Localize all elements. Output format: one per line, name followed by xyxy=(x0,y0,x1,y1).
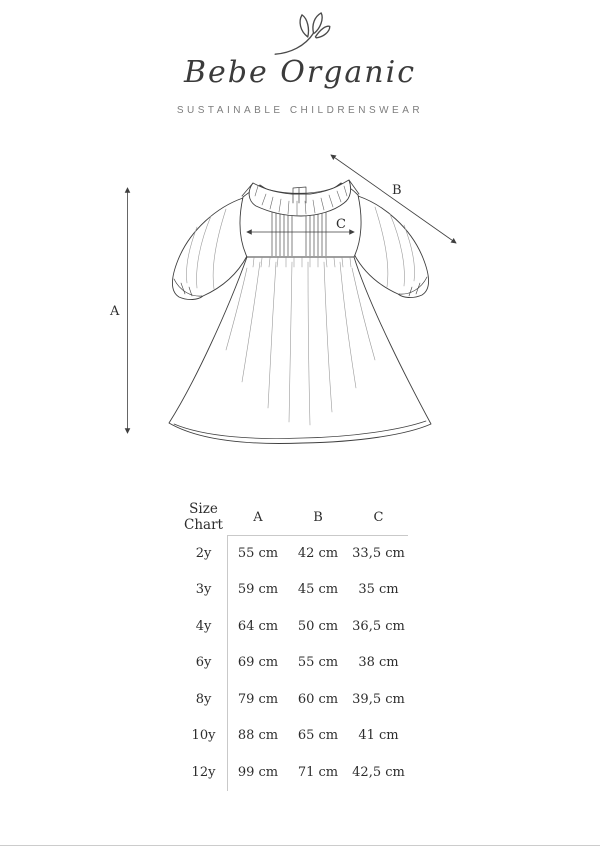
measurement-label-c: C xyxy=(336,217,346,232)
table-row xyxy=(180,754,420,791)
measurement-a-cell: 99 cm xyxy=(237,764,279,780)
brand-name: Bebe Organic xyxy=(183,55,417,90)
size-cell: 3y xyxy=(195,582,212,598)
size-cell: 2y xyxy=(195,545,212,561)
measurement-c-cell: 41 cm xyxy=(358,728,399,744)
measurement-a-cell: 69 cm xyxy=(237,655,279,671)
table-row xyxy=(180,718,420,755)
size-cell: 6y xyxy=(195,655,212,671)
measurement-a-cell: 88 cm xyxy=(237,728,279,744)
dress-left-sleeve xyxy=(172,198,247,300)
col-header-b: B xyxy=(313,510,323,525)
table-row xyxy=(180,535,420,572)
table-row xyxy=(180,572,420,609)
measurement-b-cell: 55 cm xyxy=(297,655,339,671)
page-bottom-divider xyxy=(0,845,600,846)
measurement-b-cell: 60 cm xyxy=(297,691,339,707)
measurement-label-b: B xyxy=(392,183,402,198)
measurement-a-cell: 59 cm xyxy=(237,582,279,598)
brand-tagline: SUSTAINABLE CHILDRENSWEAR xyxy=(176,105,424,116)
size-chart-header-row xyxy=(180,500,420,535)
size-cell: 8y xyxy=(195,691,212,707)
size-cell: 12y xyxy=(191,764,216,780)
measurement-c-cell: 42,5 cm xyxy=(352,764,405,780)
measurement-a-cell: 55 cm xyxy=(237,545,279,561)
measurement-b-cell: 71 cm xyxy=(297,764,339,780)
col-header-a: A xyxy=(253,510,263,525)
size-cell: 4y xyxy=(195,618,212,634)
sprig-branch-icon xyxy=(271,12,333,58)
measurement-c-cell: 33,5 cm xyxy=(352,545,405,561)
table-row xyxy=(180,608,420,645)
measurement-c-cell: 39,5 cm xyxy=(352,691,405,707)
table-row xyxy=(180,681,420,718)
dress-right-sleeve xyxy=(354,196,429,298)
size-chart-table xyxy=(180,500,420,791)
table-row xyxy=(180,645,420,682)
size-chart-title: Size Chart xyxy=(184,500,223,533)
measurement-b-cell: 42 cm xyxy=(297,545,339,561)
measurement-b-cell: 65 cm xyxy=(297,728,339,744)
col-header-c: C xyxy=(373,510,384,525)
measurement-a-cell: 64 cm xyxy=(237,618,279,634)
measurement-label-a: A xyxy=(110,304,120,319)
measurement-c-cell: 38 cm xyxy=(358,655,399,671)
dress-technical-drawing xyxy=(100,150,500,470)
size-cell: 10y xyxy=(191,728,216,744)
measurement-b-cell: 45 cm xyxy=(297,582,339,598)
measurement-c-cell: 36,5 cm xyxy=(352,618,405,634)
measurement-b-cell: 50 cm xyxy=(297,618,339,634)
measurement-c-cell: 35 cm xyxy=(358,582,399,598)
measurement-a-cell: 79 cm xyxy=(237,691,279,707)
